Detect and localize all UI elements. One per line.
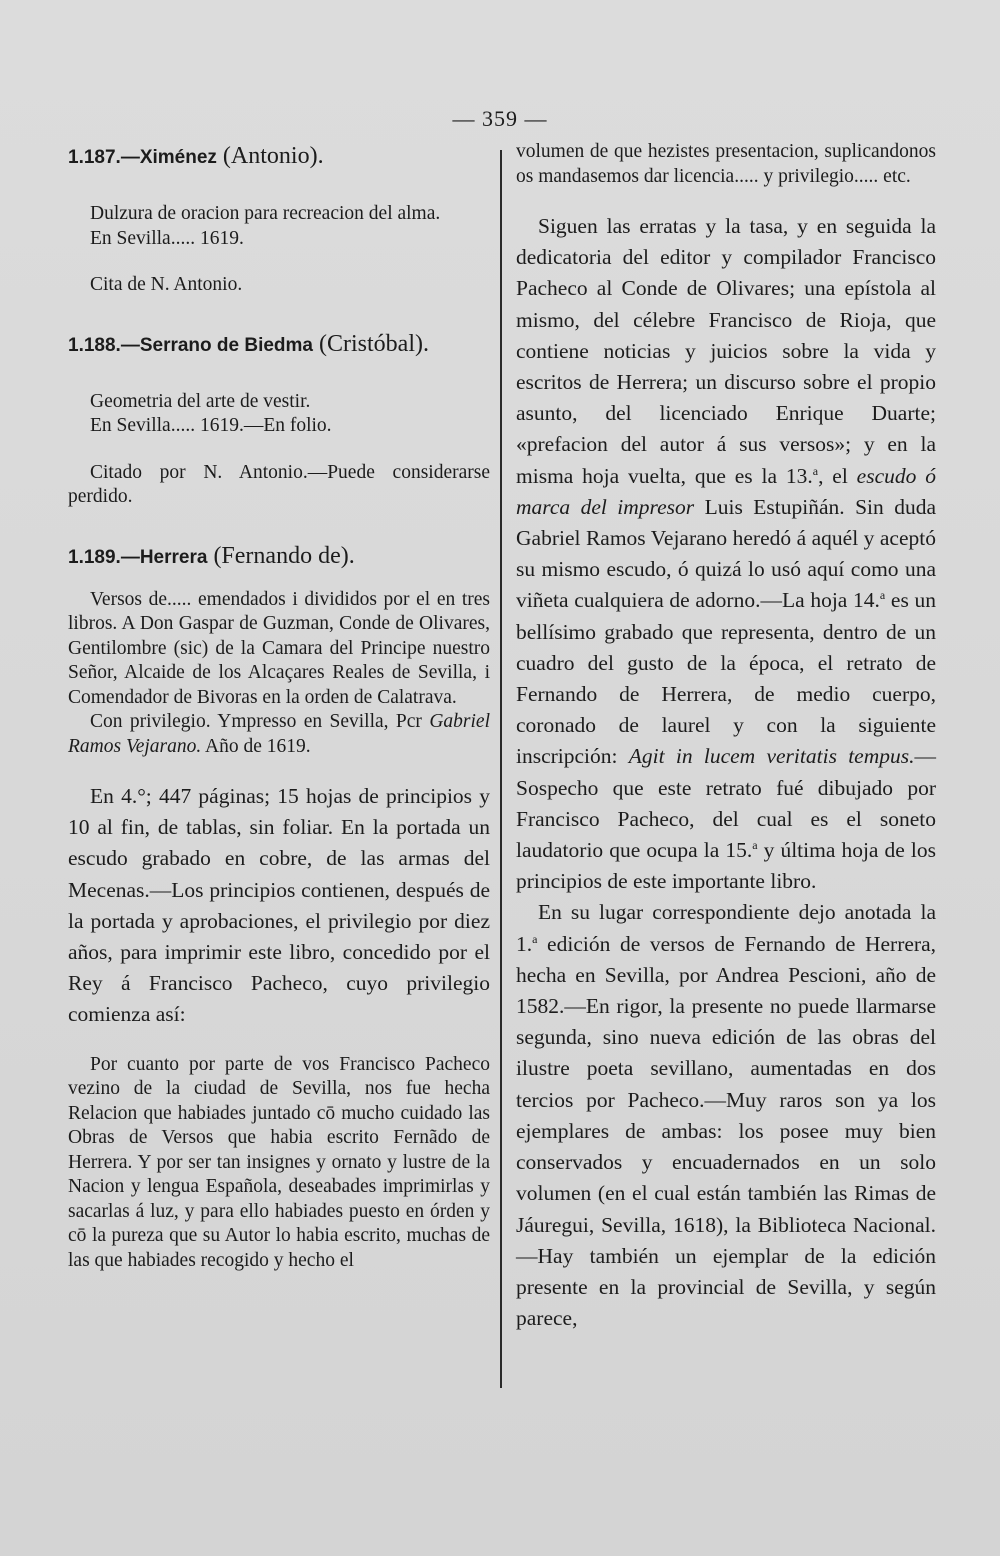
privilege-quote-continued: volumen de que hezistes presentacion, suplicandonos os mandasemos dar licencia..... y privilegio..... etc. — [516, 141, 936, 187]
entry-author-given: (Cristóbal). — [313, 330, 429, 357]
imprint-year: Año de 1619. — [201, 735, 311, 757]
imprint-text: Con privilegio. Ympresso en Sevilla, Pcr — [90, 711, 430, 732]
superscript: a — [532, 931, 538, 946]
entry-number: 1.189. — [68, 546, 121, 568]
privilege-quote: Por cuanto por parte de vos Francisco Pacheco vezino de la ciudad de Sevilla, nos fue hecha Relacion que habiades juntado cō mucho cuidado las Obras de Versos que habia escrito Fernãdo de Herrera. Y por ser tan insignes y ornato y lustre de la Nacion y lengua Española, deseabades imprimirlas y sacarlas á luz, y para ello habiades puesto en órden y cō la pureza que su Autor lo habia escrito, muchas de las que habiades recogido y hecho el — [68, 1053, 490, 1271]
edition-paragraph — [516, 897, 936, 1334]
entry-note: Citado por N. Antonio.—Puede considerarse perdido. — [68, 461, 490, 507]
entry-author: —Serrano de Biedma — [120, 334, 313, 356]
entry-note: Cita de N. Antonio. — [90, 274, 243, 295]
entry-heading-1189 — [68, 540, 490, 574]
text-run: Luis Estupiñán. Sin duda Gabriel Ramos Vejarano heredó á aquél y aceptó su mismo escudo, ó quizá lo usó aquí como una viñeta cualquiera de adorno.—La hoja 14. — [516, 494, 936, 613]
description-paragraph — [516, 211, 936, 897]
entry-author-given: (Antonio). — [216, 143, 324, 169]
superscript: a — [812, 463, 819, 478]
text-run: —Sospecho que este retrato fué dibujado por Francisco Pacheco, del cual es el soneto laudatorio que ocupa la 15. — [516, 744, 936, 863]
italic-run: escudo ó marca del impresor — [516, 463, 936, 519]
left-column — [68, 140, 490, 1273]
page-number: — 359 — — [452, 106, 548, 131]
entry-author: —Ximénez — [120, 147, 217, 168]
entry-heading-1188 — [68, 328, 490, 362]
text-run: edición de versos de Fernando de Herrera, hecha en Sevilla, por Andrea Pescioni, año de 1582.—En rigor, la presente no puede llarmarse segunda, sino nueva edición de las obras del ilustre poeta sevillano, aumentadas en dos tercios por Pacheco.—Muy raros son ya los ejemplares de ambas: los posee muy bien conservados y encuadernados en un solo volumen (en el cual están también las Rimas de Jáuregui, Sevilla, 1618), la Biblioteca Nacional.—Hay también un ejemplar de la edición presente en la provincial de Sevilla, y según parece, — [516, 931, 936, 1331]
entry-imprint: En Sevilla..... 1619. — [90, 227, 244, 249]
entry-imprint — [68, 710, 490, 759]
printer-name: Gabriel Ramos Vejarano. — [68, 711, 490, 757]
text-run: , el — [818, 463, 857, 488]
entry-author: —Herrera — [120, 546, 208, 568]
right-column — [516, 140, 936, 1334]
text-run: es un bellísimo grabado que representa, dentro de un cuadro del gusto de la época, el retrato de Fernando de Herrera, de medio cuerpo, coronado de laurel y con la siguiente inscripción: — [516, 588, 936, 769]
text-run: y última hoja de los principios de este importante libro. — [516, 838, 937, 894]
latin-inscription: Agit in lucem veritatis tempus. — [628, 744, 915, 769]
superscript: a — [879, 588, 886, 603]
entry-title: Geometria del arte de vestir. — [90, 390, 311, 412]
entry-description: En 4.°; 447 páginas; 15 hojas de principios y 10 al fin, de tablas, sin foliar. En la portada un escudo grabado en cobre, de las armas del Mecenas.—Los principios contienen, después de la portada y aprobaciones, el privilegio por diez años, para imprimir este libro, concedido por el Rey á Francisco Pacheco, cuyo privilegio comienza así: — [68, 784, 490, 1027]
entry-author-given: (Fernando de). — [207, 542, 355, 569]
column-divider — [500, 150, 502, 1388]
entry-title: Dulzura de oracion para recreacion del alma. — [90, 203, 441, 224]
text-run: En su lugar correspondiente dejo anotada la 1. — [516, 900, 936, 956]
entry-number: 1.188. — [68, 334, 121, 356]
entry-heading-1187 — [68, 140, 490, 174]
entry-imprint: En Sevilla..... 1619.—En folio. — [90, 415, 332, 436]
text-run: Siguen las erratas y la tasa, y en seguida la dedicatoria del editor y compilador Francisco Pacheco al Conde de Olivares; una epístola al mismo, del célebre Francisco de Rioja, que contiene noticias y juicios sobre la vida y escritos de Herrera; un discurso sobre el propio asunto, del licenciado Enrique Duarte; «prefacion del autor á sus versos»; y en la misma hoja vuelta, que es la 13. — [516, 214, 936, 488]
entry-number: 1.187. — [68, 147, 121, 168]
entry-title: Versos de..... emendados i divididos por el en tres libros. A Don Gaspar de Guzman, Conde de Olivares, Gentilombre (sic) de la Camara del Principe nuestro Señor, Alcaide de los Alcaçares Reales de Sevilla, i Comendador de Bivoras en la orden de Calatrava. — [68, 588, 490, 708]
superscript: a — [752, 837, 758, 852]
